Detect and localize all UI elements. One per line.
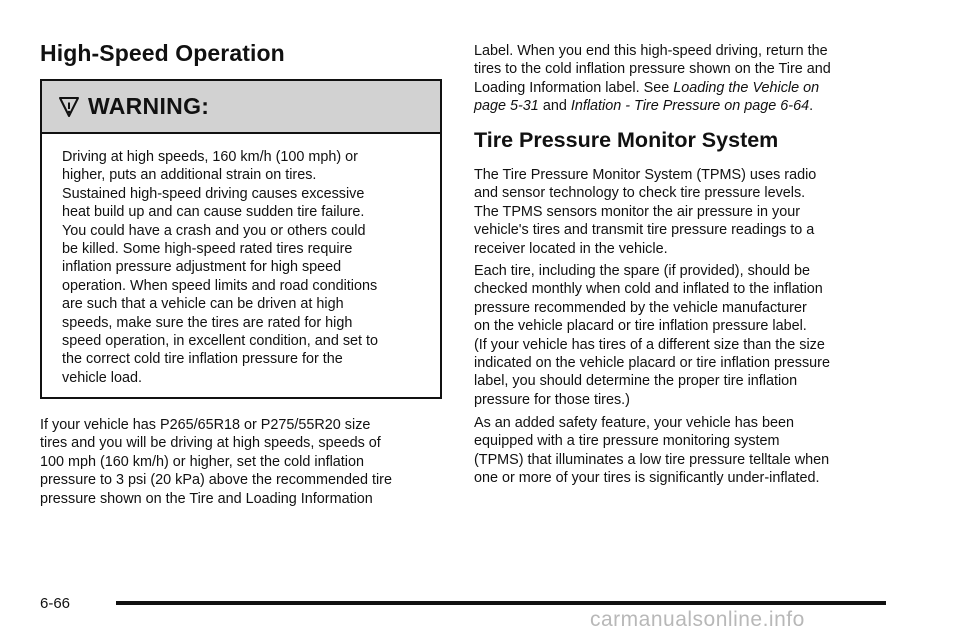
warning-line: inflation pressure adjustment for high speed — [62, 259, 342, 276]
paragraph-line: pressure shown on the Tire and Loading Information — [40, 490, 373, 507]
caution-triangle-icon — [58, 95, 80, 119]
warning-line: You could have a crash and you or others could — [62, 222, 366, 239]
warning-line: speed operation, in excellent condition, and set to — [62, 333, 379, 350]
paragraph-line: tires to the cold inflation pressure shown on the Tire and — [474, 61, 831, 78]
paragraph-line — [474, 79, 916, 97]
watermark: carmanualsonline.info — [590, 608, 805, 631]
warning-box — [40, 79, 442, 399]
high-speed-paragraph — [40, 416, 444, 508]
warning-line: heat build up and can cause sudden tire failure. — [62, 204, 365, 221]
tpms-paragraph-3 — [474, 414, 916, 488]
continuation-paragraph — [474, 42, 916, 116]
section-heading-high-speed: High-Speed Operation — [40, 40, 285, 66]
paragraph-line: vehicle's tires and transmit tire pressure readings to a — [474, 222, 815, 239]
paragraph-text: . — [809, 98, 814, 115]
paragraph-line: equipped with a tire pressure monitoring system — [474, 433, 780, 450]
paragraph-line — [474, 97, 916, 115]
paragraph-line: The Tire Pressure Monitor System (TPMS) uses radio — [474, 167, 817, 183]
warning-line: are such that a vehicle can be driven at high — [62, 296, 344, 313]
paragraph-line: The TPMS sensors monitor the air pressure in your — [474, 203, 801, 220]
paragraph-line: pressure to 3 psi (20 kPa) above the recommended tire — [40, 472, 392, 489]
paragraph-line: If your vehicle has P265/65R18 or P275/55R20 size — [40, 417, 371, 433]
paragraph-line: Each tire, including the spare (if provided), should be — [474, 263, 810, 279]
footer-rule — [116, 601, 886, 605]
paragraph-line: receiver located in the vehicle. — [474, 240, 668, 257]
paragraph-line: indicated on the vehicle placard or tire inflation pressure — [474, 355, 830, 372]
paragraph-text: Loading Information label. See — [474, 79, 674, 96]
paragraph-line: pressure recommended by the vehicle manufacturer — [474, 299, 807, 316]
paragraph-line: Label. When you end this high-speed driving, return the — [474, 43, 828, 59]
warning-line: vehicle load. — [62, 369, 142, 386]
paragraph-line: and sensor technology to check tire pressure levels. — [474, 185, 806, 202]
paragraph-text: and — [538, 98, 571, 115]
paragraph-line: As an added safety feature, your vehicle has been — [474, 415, 795, 431]
tpms-paragraph-1 — [474, 166, 916, 258]
page-number: 6-66 — [40, 595, 71, 612]
paragraph-line: (If your vehicle has tires of a different size than the size — [474, 336, 825, 353]
warning-line: Driving at high speeds, 160 km/h (100 mph) or — [62, 149, 358, 165]
warning-line: Sustained high-speed driving causes excessive — [62, 185, 365, 202]
warning-body — [42, 134, 440, 387]
paragraph-line: (TPMS) that illuminates a low tire pressure telltale when — [474, 451, 830, 468]
cross-reference-loading-vehicle[interactable]: Loading the Vehicle on — [673, 79, 820, 96]
tpms-paragraph-2 — [474, 262, 916, 409]
paragraph-line: one or more of your tires is significantly under-inflated. — [474, 470, 820, 487]
cross-reference-page[interactable]: page 5‑31 — [474, 98, 539, 115]
paragraph-line: 100 mph (160 km/h) or higher, set the cold inflation — [40, 453, 364, 470]
warning-title: WARNING: — [88, 93, 210, 119]
warning-line: be killed. Some high-speed rated tires require — [62, 241, 353, 258]
paragraph-line: tires and you will be driving at high speeds, speeds of — [40, 435, 381, 452]
paragraph-line: checked monthly when cold and inflated to the inflation — [474, 281, 823, 298]
section-heading-tpms: Tire Pressure Monitor System — [474, 128, 779, 152]
warning-line: operation. When speed limits and road conditions — [62, 277, 378, 294]
paragraph-line: label, you should determine the proper tire inflation — [474, 373, 798, 390]
warning-line: speeds, make sure the tires are rated for high — [62, 314, 353, 331]
cross-reference-inflation[interactable]: Inflation ‑ Tire Pressure on page 6‑64 — [570, 98, 810, 115]
warning-line: the correct cold tire inflation pressure for the — [62, 351, 343, 368]
warning-line: higher, puts an additional strain on tires. — [62, 167, 317, 184]
warning-header — [42, 81, 440, 134]
paragraph-line: on the vehicle placard or tire inflation pressure label. — [474, 318, 807, 335]
paragraph-line: pressure for those tires.) — [474, 391, 630, 408]
